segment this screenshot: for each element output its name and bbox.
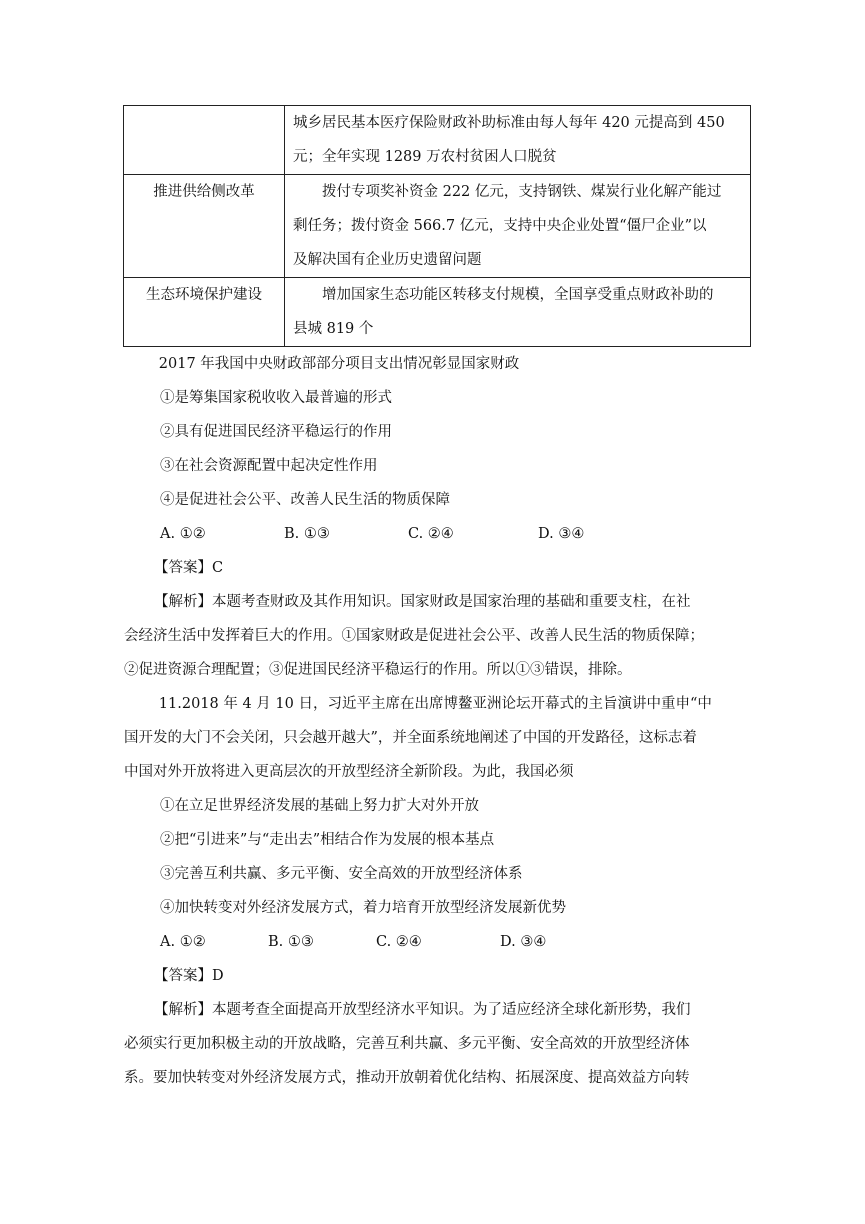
option-3: ③完善互利共赢、多元平衡、安全高效的开放型经济体系 (160, 866, 523, 882)
question-stem: 2017 年我国中央财政部部分项目支出情况彰显国家财政 (158, 356, 520, 372)
analysis-line: ②促进资源合理配置；③促进国民经济平稳运行的作用。所以①③错误，排除。 (124, 662, 632, 678)
table-cell-content (285, 175, 751, 278)
table-row (124, 278, 751, 347)
answer-choices (124, 517, 750, 551)
analysis-line: 【解析】本题考查全面提高开放型经济水平知识。为了适应经济全球化新形势，我们 (154, 1002, 691, 1018)
option-2: ②把“引进来”与“走出去”相结合作为发展的根本基点 (160, 832, 495, 848)
table-cell-label (124, 106, 285, 175)
option-2: ②具有促进国民经济平稳运行的作用 (160, 424, 392, 440)
table-line: 元；全年实现 1289 万农村贫困人口脱贫 (293, 149, 557, 165)
analysis-line: 【解析】本题考查财政及其作用知识。国家财政是国家治理的基础和重要支柱，在社 (154, 594, 691, 610)
table-line: 及解决国有企业历史遗留问题 (293, 252, 482, 268)
choice-b: B. ①③ (284, 526, 330, 542)
choice-d: D. ③④ (538, 526, 585, 542)
choice-a: A. ①② (160, 526, 206, 542)
question-stem-line: 国开发的大门不会关闭，只会越开越大”，并全面系统地阐述了中国的开发路径，这标志着 (124, 730, 697, 746)
analysis-line: 必须实行更加积极主动的开放战略，完善互利共赢、多元平衡、安全高效的开放型经济体 (124, 1036, 690, 1052)
option-4: ④是促进社会公平、改善人民生活的物质保障 (160, 492, 450, 508)
analysis-line: 会经济生活中发挥着巨大的作用。①国家财政是促进社会公平、改善人民生活的物质保障； (124, 628, 704, 644)
choice-c: C. ②④ (408, 526, 454, 542)
option-1: ①在立足世界经济发展的基础上努力扩大对外开放 (160, 798, 479, 814)
choice-b: B. ①③ (268, 934, 314, 950)
table-cell-content (285, 106, 751, 175)
answer-choices (124, 925, 750, 959)
choice-d: D. ③④ (500, 934, 547, 950)
table-line: 增加国家生态功能区转移支付规模，全国享受重点财政补助的 (322, 287, 714, 303)
option-1: ①是筹集国家税收收入最普遍的形式 (160, 390, 392, 406)
table-row (124, 106, 751, 175)
table-line: 剩任务；拨付资金 566.7 亿元，支持中央企业处置“僵尸企业”以 (293, 218, 707, 234)
table-row (124, 175, 751, 278)
choice-a: A. ①② (160, 934, 206, 950)
analysis-line: 系。要加快转变对外经济发展方式，推动开放朝着优化结构、拓展深度、提高效益方向转 (124, 1070, 690, 1086)
table-line: 县城 819 个 (293, 321, 374, 337)
table-cell-label: 生态环境保护建设 (124, 278, 285, 347)
table-cell-label: 推进供给侧改革 (124, 175, 285, 278)
question-stem: 11.2018 年 4 月 10 日，习近平主席在出席博鳌亚洲论坛开幕式的主旨演讲中重申“中 (158, 696, 712, 712)
table-cell-content (285, 278, 751, 347)
choice-c: C. ②④ (376, 934, 422, 950)
answer: 【答案】C (154, 560, 224, 576)
finance-table (123, 105, 751, 347)
table-line: 拨付专项奖补资金 222 亿元，支持钢铁、煤炭行业化解产能过 (322, 184, 722, 200)
option-3: ③在社会资源配置中起决定性作用 (160, 458, 378, 474)
table-line: 城乡居民基本医疗保险财政补助标准由每人每年 420 元提高到 450 (293, 115, 725, 131)
question-body (124, 347, 750, 1095)
answer: 【答案】D (154, 968, 224, 984)
question-stem-line: 中国对外开放将进入更高层次的开放型经济全新阶段。为此，我国必须 (124, 764, 574, 780)
option-4: ④加快转变对外经济发展方式，着力培育开放型经济发展新优势 (160, 900, 566, 916)
